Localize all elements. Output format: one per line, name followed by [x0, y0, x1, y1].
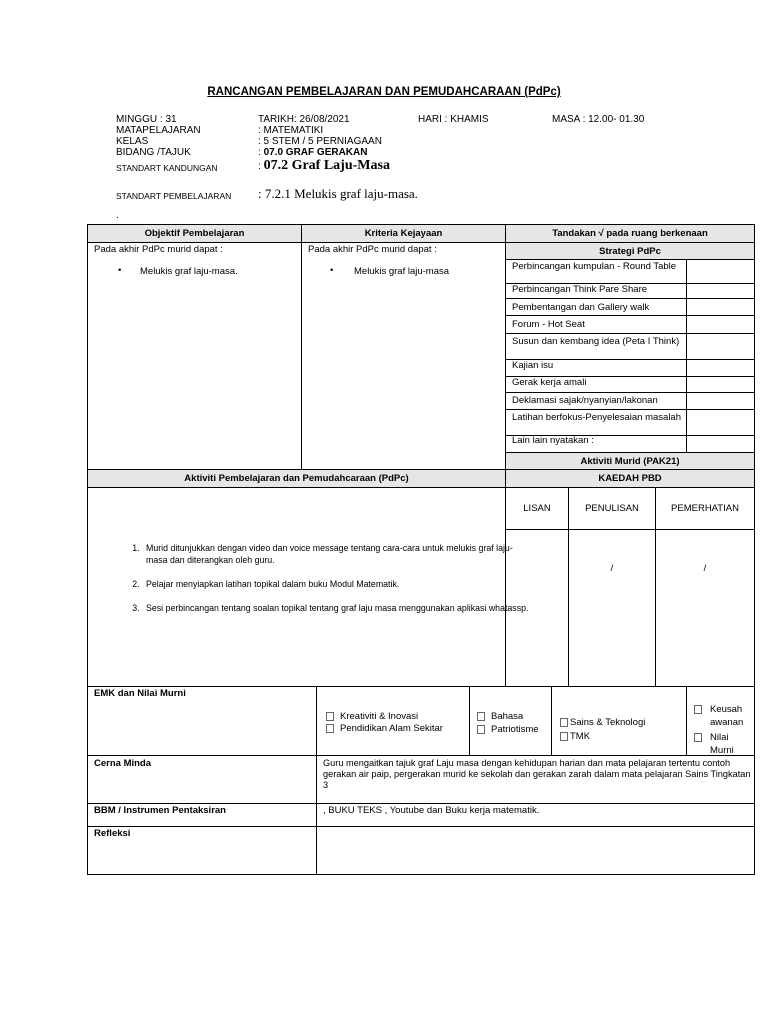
sk-prefix: :	[258, 161, 264, 172]
bbm-label: BBM / Instrumen Pentaksiran	[94, 805, 226, 816]
objektif-item: Melukis graf laju-masa.	[140, 266, 238, 277]
matapelajaran-label: MATAPELAJARAN	[116, 125, 201, 136]
checkbox-icon	[326, 724, 334, 733]
kaedah-mark-penulisan: /	[610, 563, 614, 574]
page-title: RANCANGAN PEMBELAJARAN DAN PEMUDAHCARAAN (PdPc)	[207, 86, 561, 98]
checkbox-icon	[477, 712, 485, 721]
kriteria-bullet: •	[330, 265, 334, 276]
checkbox-icon	[694, 705, 702, 714]
activity-item: 3. Sesi perbincangan tentang soalan topikal tentang graf laju masa menggunakan aplikasi whatassp.	[142, 602, 532, 614]
aktiviti-header: Aktiviti Pembelajaran dan Pemudahcaraan (PdPc)	[184, 473, 409, 484]
bbm-value: , BUKU TEKS , Youtube dan Buku kerja matematik.	[323, 805, 540, 816]
refleksi-label: Refleksi	[94, 828, 131, 839]
kriteria-intro: Pada akhir PdPc murid dapat :	[308, 244, 437, 255]
minggu: MINGGU : 31	[116, 114, 177, 125]
strategi-item: Susun dan kembang idea (Peta I Think)	[512, 336, 680, 347]
masa: MASA : 12.00- 01.30	[552, 114, 645, 125]
strategi-item: Kajian isu	[512, 360, 554, 371]
strategi-item: Perbincangan Think Pare Share	[512, 284, 648, 295]
sp-label: STANDART PEMBELAJARAN	[116, 191, 232, 201]
bidang-prefix: :	[258, 147, 264, 158]
objektif-header: Objektif Pembelajaran	[144, 228, 245, 239]
bidang-text: 07.0 GRAF GERAKAN	[263, 147, 368, 158]
strategi-item: Pembentangan dan Gallery walk	[512, 302, 650, 313]
activity-item: 2. Pelajar menyiapkan latihan topikal dalam buku Modul Matematik.	[142, 578, 532, 590]
kaedah-penulisan: PENULISAN	[585, 503, 639, 514]
emk-c-1: Sains & Teknologi	[560, 717, 645, 728]
objektif-intro: Pada akhir PdPc murid dapat :	[94, 244, 223, 255]
kaedah-pemerhatian: PEMERHATIAN	[671, 503, 739, 514]
aktiviti-murid-header: Aktiviti Murid (PAK21)	[580, 456, 680, 467]
emk-label: EMK dan Nilai Murni	[94, 688, 186, 699]
sp-value: : 7.2.1 Melukis graf laju-masa.	[258, 186, 418, 201]
kriteria-item: Melukis graf laju-masa	[354, 266, 450, 277]
strategi-item: Perbincangan kumpulan - Round Table	[512, 261, 677, 272]
strategi-header: Strategi PdPc	[599, 246, 661, 257]
checkbox-icon	[560, 732, 568, 741]
tarikh: TARIKH: 26/08/2021	[258, 114, 350, 125]
kaedah-lisan: LISAN	[523, 503, 551, 514]
emk-a-2: Pendidikan Alam Sekitar	[326, 723, 443, 734]
bidang-label: BIDANG /TAJUK	[116, 147, 191, 158]
emk-b-2: Patriotisme	[477, 724, 539, 735]
kelas-value: : 5 STEM / 5 PERNIAGAAN	[258, 136, 382, 147]
checkbox-icon	[560, 718, 568, 727]
strategi-item: Lain lain nyatakan :	[512, 435, 594, 446]
checkbox-icon	[477, 725, 485, 734]
sk-value	[258, 158, 390, 174]
checkbox-icon	[694, 733, 702, 742]
activity-item: 1. Murid ditunjukkan dengan video dan voice message tentang cara-cara untuk melukis graf laju-masa dan diterangkan oleh guru.	[142, 542, 532, 566]
cerna-value: Guru mengaitkan tajuk graf Laju masa dengan kehidupan harian dan mata pelajaran tertentu contoh gerakan air paip, pergerakan murid ke sekolah dan gerakan zarah dalam mata pelajaran Sains Tingkatan 3	[323, 758, 751, 790]
matapelajaran-value: : MATEMATIKI	[258, 125, 324, 136]
emk-d-1: Keusah awanan	[694, 703, 752, 729]
kelas-label: KELAS	[116, 136, 149, 147]
sk-text: 07.2 Graf Laju-Masa	[263, 158, 390, 173]
strategi-item: Gerak kerja amali	[512, 377, 587, 388]
dot: .	[116, 210, 119, 221]
strategi-item: Latihan berfokus-Penyelesaian masalah	[512, 412, 681, 423]
emk-a-1: Kreativiti & Inovasi	[326, 711, 418, 722]
strategi-item: Forum - Hot Seat	[512, 319, 585, 330]
hari: HARI : KHAMIS	[418, 114, 489, 125]
emk-b-1: Bahasa	[477, 711, 523, 722]
tandakan-header: Tandakan √ pada ruang berkenaan	[552, 228, 708, 239]
emk-d-2: Nilai Murni	[694, 731, 752, 757]
emk-c-2: TMK	[560, 731, 590, 742]
kaedah-header: KAEDAH PBD	[598, 473, 662, 484]
sk-label: STANDART KANDUNGAN	[116, 163, 218, 173]
objektif-bullet: •	[118, 265, 122, 276]
activity-list	[112, 542, 532, 626]
kriteria-header: Kriteria Kejayaan	[364, 228, 443, 239]
bidang-value	[258, 147, 367, 158]
strategi-item: Deklamasi sajak/nyanyian/lakonan	[512, 395, 658, 406]
checkbox-icon	[326, 712, 334, 721]
kaedah-mark-pemerhatian: /	[703, 563, 707, 574]
cerna-label: Cerna Minda	[94, 758, 152, 769]
